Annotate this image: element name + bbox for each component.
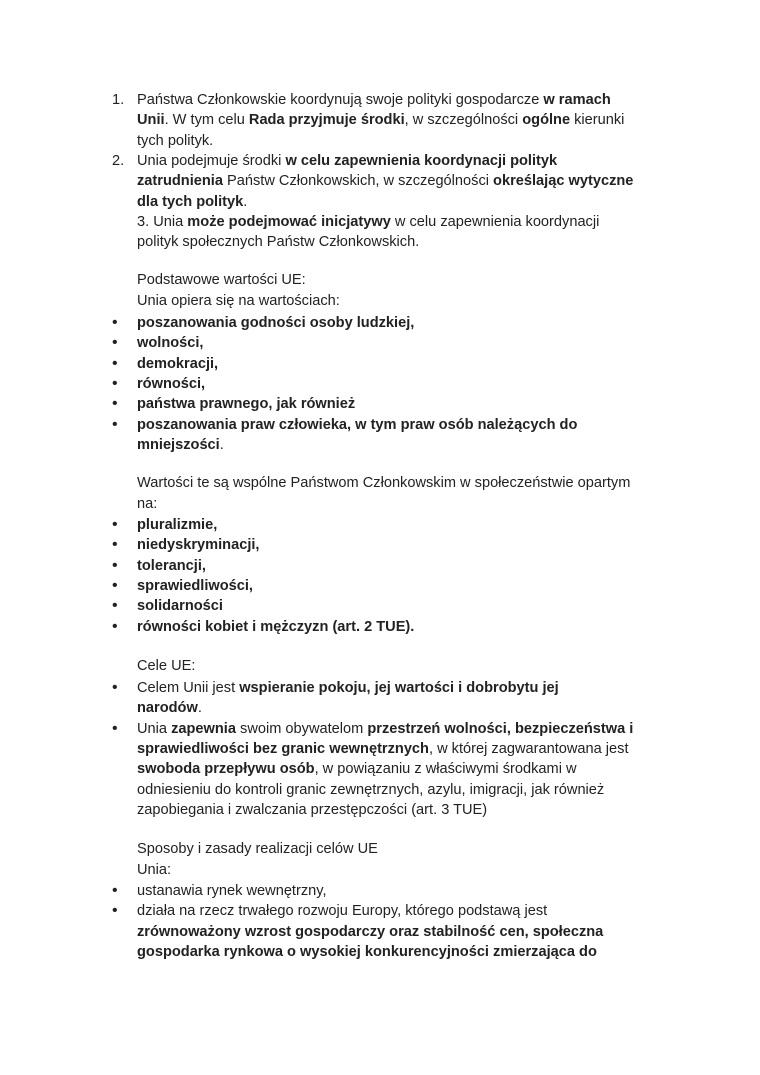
numbered-item-line xyxy=(137,131,213,151)
bold-text-run: równości kobiet i mężczyzn (art. 2 TUE). xyxy=(137,618,415,635)
bold-text-run: zatrudnienia xyxy=(137,173,223,190)
list-item-line xyxy=(137,678,559,698)
text-run: działa na rzecz trwałego rozwoju Europy, którego podstawą jest xyxy=(137,903,548,920)
list-item-line xyxy=(137,374,205,394)
bullet-marker: • xyxy=(112,576,118,594)
list-item-line xyxy=(137,515,217,535)
bold-text-run: niedyskryminacji, xyxy=(137,537,260,554)
bold-text-run: poszanowania praw człowieka, w tym praw osób należących do xyxy=(137,416,578,433)
numbered-item-line xyxy=(137,110,624,130)
bold-text-run: Unii xyxy=(137,112,165,129)
bullet-marker: • xyxy=(112,334,118,352)
bold-text-run: wspieranie pokoju, jej wartości i dobrobytu jej xyxy=(239,680,559,696)
goals-heading: Cele UE: xyxy=(137,658,196,674)
list-item-line xyxy=(137,556,206,576)
bold-text-run: narodów xyxy=(137,700,198,717)
bold-text-run: zrównoważony wzrost gospodarczy oraz stabilność cen, społeczna xyxy=(137,923,604,940)
list-item-line xyxy=(137,596,223,616)
list-item-line xyxy=(137,617,414,637)
text-run: kierunki xyxy=(570,112,625,129)
bold-text-run: wolności, xyxy=(137,335,204,352)
list-item-line xyxy=(137,780,604,800)
bullet-marker: • xyxy=(112,597,118,615)
bold-text-run: przestrzeń wolności, bezpieczeństwa i xyxy=(367,720,634,737)
bullet-marker: • xyxy=(112,556,118,574)
bullet-marker: • xyxy=(112,536,118,554)
bold-text-run: może podejmować inicjatywy xyxy=(187,213,391,230)
methods-intro: Unia: xyxy=(137,862,172,878)
bold-text-run: solidarności xyxy=(137,598,223,615)
list-item-line xyxy=(137,719,633,739)
numbered-item-line xyxy=(137,90,611,110)
bold-text-run: ogólne xyxy=(522,112,571,129)
bold-text-run: w ramach xyxy=(543,92,611,108)
list-item-line xyxy=(137,415,577,435)
bold-text-run: zapewnia xyxy=(171,720,236,737)
text-run: Unia xyxy=(137,720,172,737)
bullet-marker: • xyxy=(112,902,118,920)
list-item-line xyxy=(137,881,327,901)
bold-text-run: swoboda przepływu osób xyxy=(137,761,315,778)
text-run: 3. Unia xyxy=(137,213,188,230)
text-run: , w której zagwarantowana jest xyxy=(428,740,629,757)
bold-text-run: państwa prawnego, jak również xyxy=(137,396,356,413)
text-run: . xyxy=(197,700,202,717)
bullet-marker: • xyxy=(112,314,118,331)
list-item-line xyxy=(137,354,218,374)
bold-text-run: poszanowania godności osoby ludzkiej, xyxy=(137,315,415,331)
bullet-marker: • xyxy=(112,617,118,635)
bold-text-run: dla tych polityk xyxy=(137,193,244,210)
numbered-item-line xyxy=(137,212,599,232)
shared-intro-line-1: Wartości te są wspólne Państwom Członkowskim w społeczeństwie opartym xyxy=(137,475,631,491)
bold-text-run: tolerancji, xyxy=(137,557,206,574)
text-run: Państw Członkowskich, w szczególności xyxy=(222,173,494,190)
bold-text-run: gospodarka rynkowa o wysokiej konkurencyjności zmierzająca do xyxy=(137,943,597,960)
list-number: 1. xyxy=(112,92,125,108)
list-item-line xyxy=(137,576,253,596)
numbered-item-line xyxy=(137,192,247,212)
values-heading: Podstawowe wartości UE: xyxy=(137,272,306,288)
text-run: Celem Unii jest xyxy=(137,680,240,696)
list-item-line xyxy=(137,535,260,555)
list-item-line xyxy=(137,739,629,759)
bold-text-run: mniejszości xyxy=(137,436,220,453)
bold-text-run: sprawiedliwości, xyxy=(137,577,253,594)
text-run: , w powiązaniu z właściwymi środkami w xyxy=(314,761,577,778)
text-run: Państwa Członkowskie koordynują swoje polityki gospodarcze xyxy=(137,92,544,108)
list-item-line xyxy=(137,901,547,921)
list-number: 2. xyxy=(112,152,125,169)
list-item-line xyxy=(137,313,414,333)
text-run: . xyxy=(243,193,248,210)
text-run: polityk społecznych Państw Członkowskich. xyxy=(137,234,420,251)
bold-text-run: demokracji, xyxy=(137,355,219,372)
list-item-line xyxy=(137,435,224,455)
bold-text-run: sprawiedliwości bez granic wewnętrznych xyxy=(137,740,429,757)
numbered-item-line xyxy=(137,171,633,191)
bullet-marker: • xyxy=(112,415,118,433)
bullet-marker: • xyxy=(112,395,118,413)
bold-text-run: równości, xyxy=(137,375,206,392)
list-item-line xyxy=(137,759,577,779)
text-run: Unia podejmuje środki xyxy=(137,152,286,169)
list-item-line xyxy=(137,394,355,414)
text-run: . xyxy=(219,436,224,453)
bullet-marker: • xyxy=(112,374,118,392)
list-item-line xyxy=(137,942,597,962)
text-run: tych polityk. xyxy=(137,132,214,149)
text-run: swoim obywatelom xyxy=(235,720,368,737)
text-run: odniesieniu do kontroli granic zewnętrznych, azylu, imigracji, jak również xyxy=(137,781,605,798)
bullet-marker: • xyxy=(112,719,118,737)
bullet-marker: • xyxy=(112,516,118,533)
bold-text-run: pluralizmie, xyxy=(137,517,218,533)
text-run: , w szczególności xyxy=(404,112,523,129)
methods-heading: Sposoby i zasady realizacji celów UE xyxy=(137,841,378,857)
list-item-line xyxy=(137,333,204,353)
numbered-item-line xyxy=(137,232,419,252)
bullet-marker: • xyxy=(112,679,118,696)
numbered-item-line xyxy=(137,151,557,171)
text-run: w celu zapewnienia koordynacji xyxy=(390,213,600,230)
text-run: ustanawia rynek wewnętrzny, xyxy=(137,883,327,899)
shared-intro-line-2: na: xyxy=(137,496,158,512)
bold-text-run: Rada przyjmuje środki xyxy=(248,112,405,129)
bullet-marker: • xyxy=(112,882,118,899)
values-intro: Unia opiera się na wartościach: xyxy=(137,293,340,309)
list-item-line xyxy=(137,922,603,942)
bullet-marker: • xyxy=(112,354,118,372)
list-item-line xyxy=(137,800,487,820)
bold-text-run: w celu zapewnienia koordynacji polityk xyxy=(285,152,558,169)
bold-text-run: określając wytyczne xyxy=(493,173,634,190)
text-run: zapobiegania i zwalczania przestępczości (art. 3 TUE) xyxy=(137,801,488,818)
list-item-line xyxy=(137,698,202,718)
text-run: . W tym celu xyxy=(164,112,249,129)
